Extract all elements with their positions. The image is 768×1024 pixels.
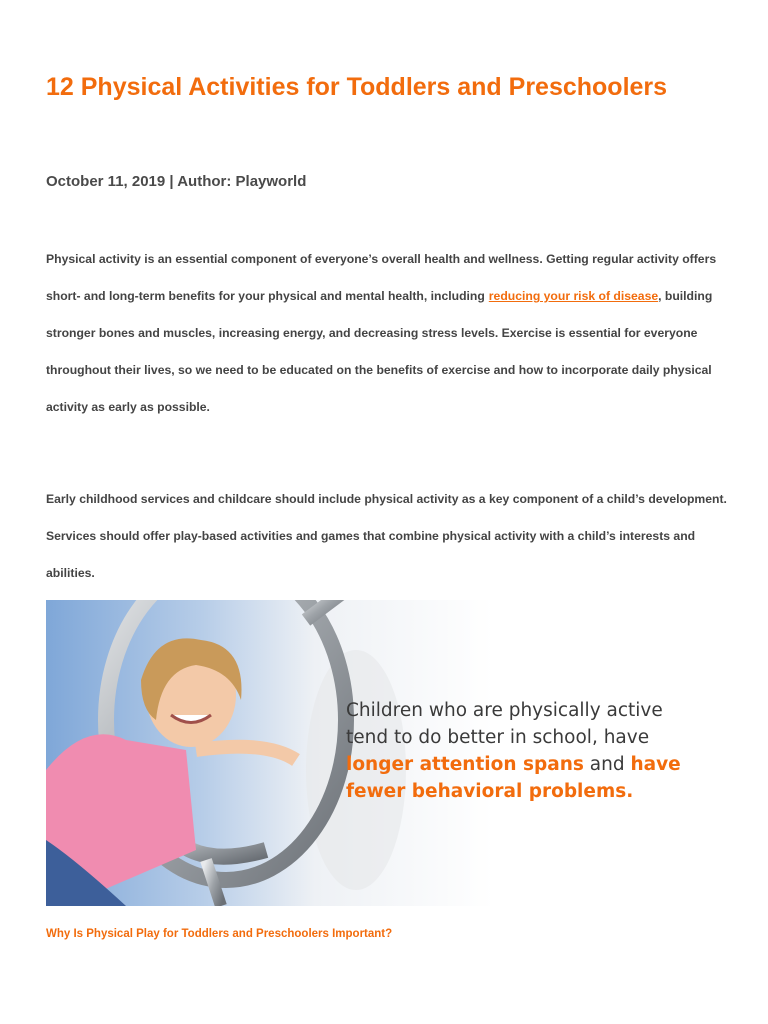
intro-text-start: Physical activity is an essential component of everyone’s overall health and wellness. Getting regular activity offers short- and long-term benefits for your physical and mental health, including bbox=[46, 252, 717, 303]
childcare-paragraph: Early childhood services and childcare should include physical activity as a key component of a child’s development. Services should offer play-based activities and games that combine physical activity with a child’s interests and abilities. bbox=[46, 492, 727, 580]
article-meta: October 11, 2019 | Author: Playworld bbox=[46, 173, 307, 190]
quote-highlight-2: have fewer behavioral problems. bbox=[346, 754, 681, 802]
disease-risk-link[interactable]: reducing your risk of disease bbox=[488, 289, 659, 303]
quote-text-2: and bbox=[583, 754, 631, 775]
section-heading[interactable]: Why Is Physical Play for Toddlers and Preschoolers Important? bbox=[46, 928, 393, 940]
quote-text-1: Children who are physically active tend to do better in school, have bbox=[346, 700, 663, 748]
image-quote bbox=[346, 697, 706, 805]
intro-text-end: , building stronger bones and muscles, increasing energy, and decreasing stress levels. Exercise is essential for everyone throughout their lives, so we need to be educated on the benefits of exercise and how to incorporate daily physical activity as early as possible. bbox=[46, 289, 713, 414]
quote-highlight-1: longer attention spans bbox=[346, 754, 584, 775]
intro-paragraph bbox=[46, 241, 736, 426]
article-title: 12 Physical Activities for Toddlers and Preschoolers bbox=[46, 73, 668, 101]
